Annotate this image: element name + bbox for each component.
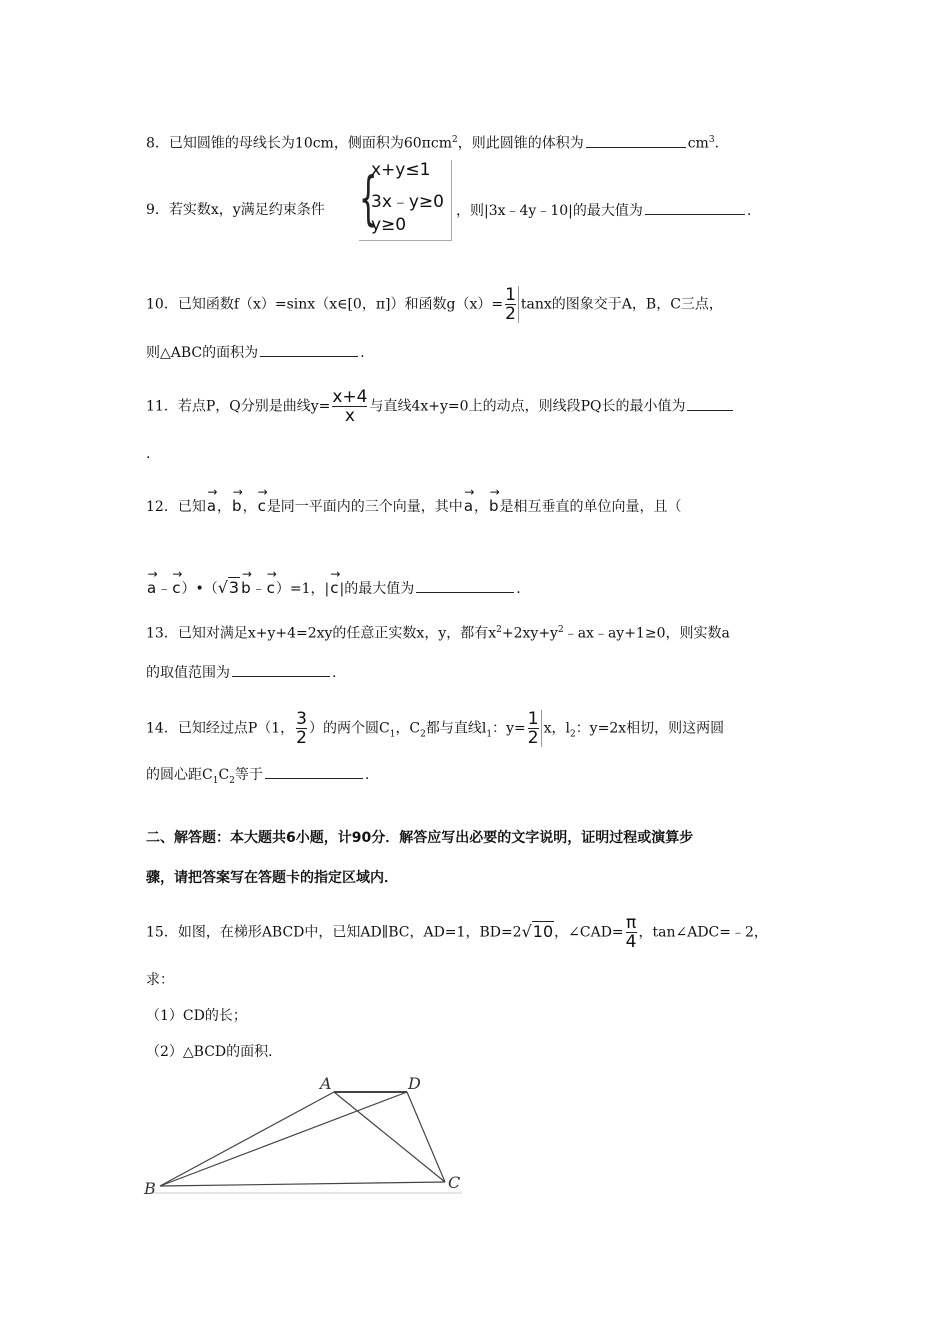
q12-text-2: 是同一平面内的三个向量，其中: [266, 499, 463, 515]
fraction-denominator: 4: [625, 932, 637, 952]
vector-c-letter: c: [330, 579, 339, 597]
q15-part-2-text: （2）△BCD的面积．: [146, 1044, 283, 1060]
edge-ac: [334, 1092, 445, 1182]
comma: ，: [217, 499, 232, 515]
q15-part-2: [146, 1042, 282, 1062]
question-15-line2: [146, 970, 174, 990]
q13-text-3: ﹣ax﹣ay+1≥0，则实数a: [563, 625, 730, 642]
q14-line2-c: C: [218, 767, 230, 783]
q12-text-5: |的最大值为: [339, 581, 415, 597]
edge-dc: [407, 1092, 445, 1182]
label-b: B: [144, 1179, 156, 1198]
q15-part-1: [146, 1006, 247, 1026]
question-14-line2: [146, 764, 369, 791]
q10-answer-blank[interactable]: [260, 342, 358, 357]
vector-b-letter: b: [489, 497, 499, 515]
q9-text-2: ，则|3x﹣4y﹣10|的最大值为: [456, 203, 643, 219]
vector-b: [489, 485, 499, 516]
q8-answer-blank[interactable]: [586, 133, 686, 148]
constraint-system: [359, 160, 452, 241]
q13-line2: 的取值范围为: [146, 665, 230, 681]
arrow-icon: →: [207, 485, 216, 499]
q13-sup-1: 2: [496, 625, 502, 635]
q8-unit-sup: 3: [708, 135, 715, 145]
fraction-x-plus-4-over-x: [332, 388, 367, 425]
question-13: [146, 620, 730, 644]
constraint-row-2: 3x﹣y≥0: [371, 192, 444, 212]
q10-text: 10．已知函数f（x）=sinx（x∈[0，π]）和函数g（x）=: [146, 296, 504, 313]
section-2-heading-2: [146, 868, 398, 888]
fraction-three-halves: [296, 710, 307, 747]
fraction-denominator: 2: [505, 304, 516, 324]
question-15: [146, 914, 768, 951]
sqrt-3: √3: [217, 578, 240, 597]
q8-sup: 2: [451, 135, 458, 145]
vector-c: [266, 567, 275, 598]
vector-b: [241, 567, 251, 598]
arrow-icon: →: [172, 567, 181, 581]
q14-sub: 2: [420, 729, 426, 740]
fraction-denominator: 2: [296, 728, 307, 748]
q15-text-3: ，tan∠ADC=﹣2，: [638, 924, 768, 941]
fraction-one-half: [528, 710, 542, 747]
question-12-line2: [146, 567, 521, 599]
comma: ，: [242, 499, 257, 515]
q15-part-1-text: （1）CD的长；: [146, 1008, 247, 1024]
q14-text-4: 都与直线l: [425, 720, 487, 737]
edge-bc: [160, 1182, 445, 1186]
q9-period: .: [746, 203, 752, 219]
constraint-row-1: x+y≤1: [371, 160, 431, 180]
minus-sign: ﹣: [157, 581, 172, 597]
q14-answer-blank[interactable]: [265, 764, 363, 779]
vector-b-letter: b: [232, 497, 242, 515]
q10-text-2: tanx的图象交于A，B，C三点，: [520, 296, 723, 313]
arrow-icon: →: [266, 567, 275, 581]
q8-period: .: [714, 135, 720, 152]
q14-text-6: x，l: [543, 720, 570, 737]
q12-period: .: [516, 581, 521, 597]
q8-unit: cm: [687, 135, 709, 152]
vector-a-letter: a: [147, 579, 157, 597]
fraction-numerator: 1: [505, 285, 516, 305]
question-14: [146, 710, 724, 747]
vector-c: [330, 567, 339, 598]
q14-line2-end: 等于: [234, 767, 263, 783]
fraction-numerator: x+4: [332, 387, 368, 407]
q12-text-4: ）=1，|: [275, 581, 330, 597]
q13-text: 13．已知对满足x+y+4=2xy的任意正实数x，y，都有x: [146, 625, 497, 642]
arrow-icon: →: [147, 567, 156, 581]
q14-sub: 2: [569, 729, 576, 740]
q14-text-7: ：y=2x相切，则这两圆: [575, 720, 725, 737]
fraction-denominator: x: [332, 406, 367, 425]
arrow-icon: →: [241, 567, 250, 581]
vector-c: [172, 567, 181, 598]
q9-text: 9．若实数x，y满足约束条件: [146, 202, 325, 218]
question-11: [146, 388, 735, 425]
q13-period: .: [332, 665, 337, 681]
section-2-heading-line2: 骤，请把答案写在答题卡的指定区域内．: [146, 870, 398, 886]
label-c: C: [448, 1173, 461, 1192]
q11-text-2: 与直线4x+y=0上的动点，则线段PQ长的最小值为: [369, 398, 686, 415]
q8-text-2: ，则此圆锥的体积为: [457, 135, 584, 152]
section-2-heading: [146, 828, 693, 848]
q11-answer-blank[interactable]: [687, 396, 733, 411]
vector-a-letter: a: [463, 497, 474, 515]
q11-period: .: [146, 446, 151, 462]
vector-c: [257, 485, 266, 516]
q14-sub: 2: [229, 775, 235, 786]
edge-ba: [160, 1092, 334, 1186]
label-a: A: [320, 1074, 332, 1093]
q14-text: 14．已知经过点P（1，: [146, 720, 295, 737]
section-2-heading-line1: 二、解答题：本大题共6小题，计90分．解答应写出必要的文字说明，证明过程或演算步: [146, 830, 694, 846]
q14-text-2: ）的两个圆C: [308, 720, 390, 737]
vector-c-letter: c: [172, 579, 181, 597]
q13-sup-2: 2: [557, 625, 564, 635]
label-d: D: [408, 1074, 421, 1093]
q15-text: 15．如图，在梯形ABCD中，已知AD∥BC，AD=1，BD=2: [146, 924, 522, 941]
radicand: 10: [532, 921, 554, 941]
q12-text: 12．已知: [146, 499, 206, 515]
q14-sub: 1: [486, 729, 493, 740]
q14-sub: 1: [212, 775, 219, 786]
sqrt-10: √10: [521, 921, 554, 941]
fraction-one-half: [505, 286, 519, 323]
arrow-icon: →: [330, 567, 339, 581]
q13-answer-blank[interactable]: [232, 662, 330, 677]
q14-period: .: [364, 767, 370, 783]
question-8: [146, 130, 719, 154]
q9-answer-blank[interactable]: [645, 200, 745, 215]
q15-text-2: ，∠CAD=: [554, 924, 624, 941]
trapezoid-figure: [142, 1072, 467, 1202]
vector-a-letter: a: [206, 497, 217, 515]
q8-text: 8．已知圆锥的母线长为10cm，侧面积为60πcm: [146, 135, 452, 152]
vector-b-letter: b: [241, 579, 251, 597]
q14-text-5: ：y=: [492, 720, 526, 737]
fraction-numerator: 3: [296, 709, 307, 729]
fraction-denominator: 2: [527, 728, 539, 748]
q12-text-3: 是相互垂直的单位向量，且（: [499, 499, 682, 515]
question-9: [146, 200, 325, 220]
question-9-rest: [456, 200, 751, 221]
vector-c-letter: c: [266, 579, 275, 597]
question-10-line2: [146, 342, 365, 363]
question-13-line2: [146, 662, 336, 683]
q14-text-3: ，C: [395, 720, 421, 737]
fraction-numerator: π: [625, 913, 637, 933]
q15-prompt: 求：: [146, 972, 174, 988]
arrow-icon: →: [257, 485, 266, 499]
constraint-row-3: y≥0: [371, 215, 407, 235]
edge-bd: [160, 1092, 407, 1186]
minus-sign: ﹣: [251, 581, 266, 597]
q13-text-2: +2xy+y: [501, 625, 558, 642]
vector-c-letter: c: [257, 497, 266, 515]
dot-product: ）•（: [181, 581, 218, 597]
question-10: [146, 286, 723, 323]
vector-a: [147, 567, 157, 598]
q10-line2: 则△ABC的面积为: [146, 345, 259, 361]
comma: ，: [474, 499, 489, 515]
radicand: 3: [228, 578, 240, 597]
arrow-icon: →: [464, 485, 473, 499]
q14-sub: 1: [389, 729, 396, 740]
q10-period: .: [360, 345, 365, 361]
vector-a: [206, 485, 217, 516]
fraction-numerator: 1: [527, 709, 539, 729]
q14-line2: 的圆心距C: [146, 767, 213, 783]
arrow-icon: →: [232, 485, 241, 499]
vector-b: [232, 485, 242, 516]
arrow-icon: →: [489, 485, 498, 499]
q12-answer-blank[interactable]: [416, 578, 514, 593]
brace-glyph: {: [359, 164, 378, 232]
fraction-pi-over-4: [626, 914, 637, 951]
vector-a: [463, 485, 474, 516]
q11-text: 11．若点P，Q分别是曲线y=: [146, 398, 331, 415]
question-12: [146, 485, 682, 517]
question-11-line2: [146, 444, 150, 464]
